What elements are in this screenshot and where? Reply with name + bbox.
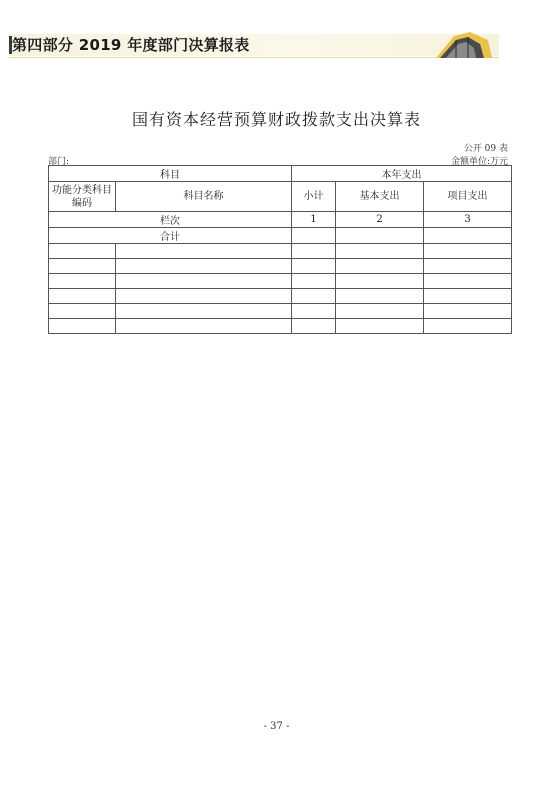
amount-unit-label: 金额单位:万元 [450,157,508,167]
cell [336,289,424,304]
cell [336,259,424,274]
table-row [49,259,512,274]
table-code: 公开 09 表 [463,144,508,154]
table-row [49,304,512,319]
header-subject-cell: 科目 [49,166,292,182]
cell [49,244,116,259]
column-number-3: 3 [424,212,512,228]
total-row [49,228,512,244]
cell [424,319,512,334]
table-row [49,319,512,334]
col-subtotal-header: 小计 [292,182,336,212]
col-function-code-header: 功能分类科目编码 [49,182,116,212]
cell [424,244,512,259]
cell [292,304,336,319]
cell [292,259,336,274]
column-number-label: 栏次 [49,212,292,228]
cell [116,289,292,304]
total-project-cell [424,228,512,244]
cell [49,289,116,304]
cell [336,274,424,289]
cell [336,319,424,334]
cell [49,304,116,319]
cell [292,289,336,304]
cell [292,319,336,334]
header-year-expense-cell: 本年支出 [292,166,512,182]
cell [336,304,424,319]
cell [49,319,116,334]
cell [49,274,116,289]
page-number: - 37 - [263,721,290,732]
total-subtotal-cell [292,228,336,244]
total-label: 合计 [49,228,292,244]
cell [424,259,512,274]
cell [424,304,512,319]
column-number-row [49,212,512,228]
cell [116,259,292,274]
cell [292,244,336,259]
table-subheader-row [49,182,512,212]
cell [116,304,292,319]
header-rule [9,57,499,58]
cell [116,244,292,259]
col-project-header: 项目支出 [424,182,512,212]
cell [49,259,116,274]
table-row [49,289,512,304]
cell [424,289,512,304]
table-row [49,274,512,289]
column-number-2: 2 [336,212,424,228]
header-title: 第四部分 2019 年度部门决算报表 [12,36,250,54]
budget-table [48,165,512,334]
document-title: 国有资本经营预算财政拨款支出决算表 [131,110,421,129]
header-decoration-graphic [430,28,492,58]
cell [424,274,512,289]
cell [292,274,336,289]
col-subject-name-header: 科目名称 [116,182,292,212]
table-row [49,244,512,259]
cell [116,319,292,334]
total-basic-cell [336,228,424,244]
cell [336,244,424,259]
cell [116,274,292,289]
column-number-1: 1 [292,212,336,228]
table-header-row [49,166,512,182]
department-label: 部门: [48,157,70,167]
col-basic-header: 基本支出 [336,182,424,212]
